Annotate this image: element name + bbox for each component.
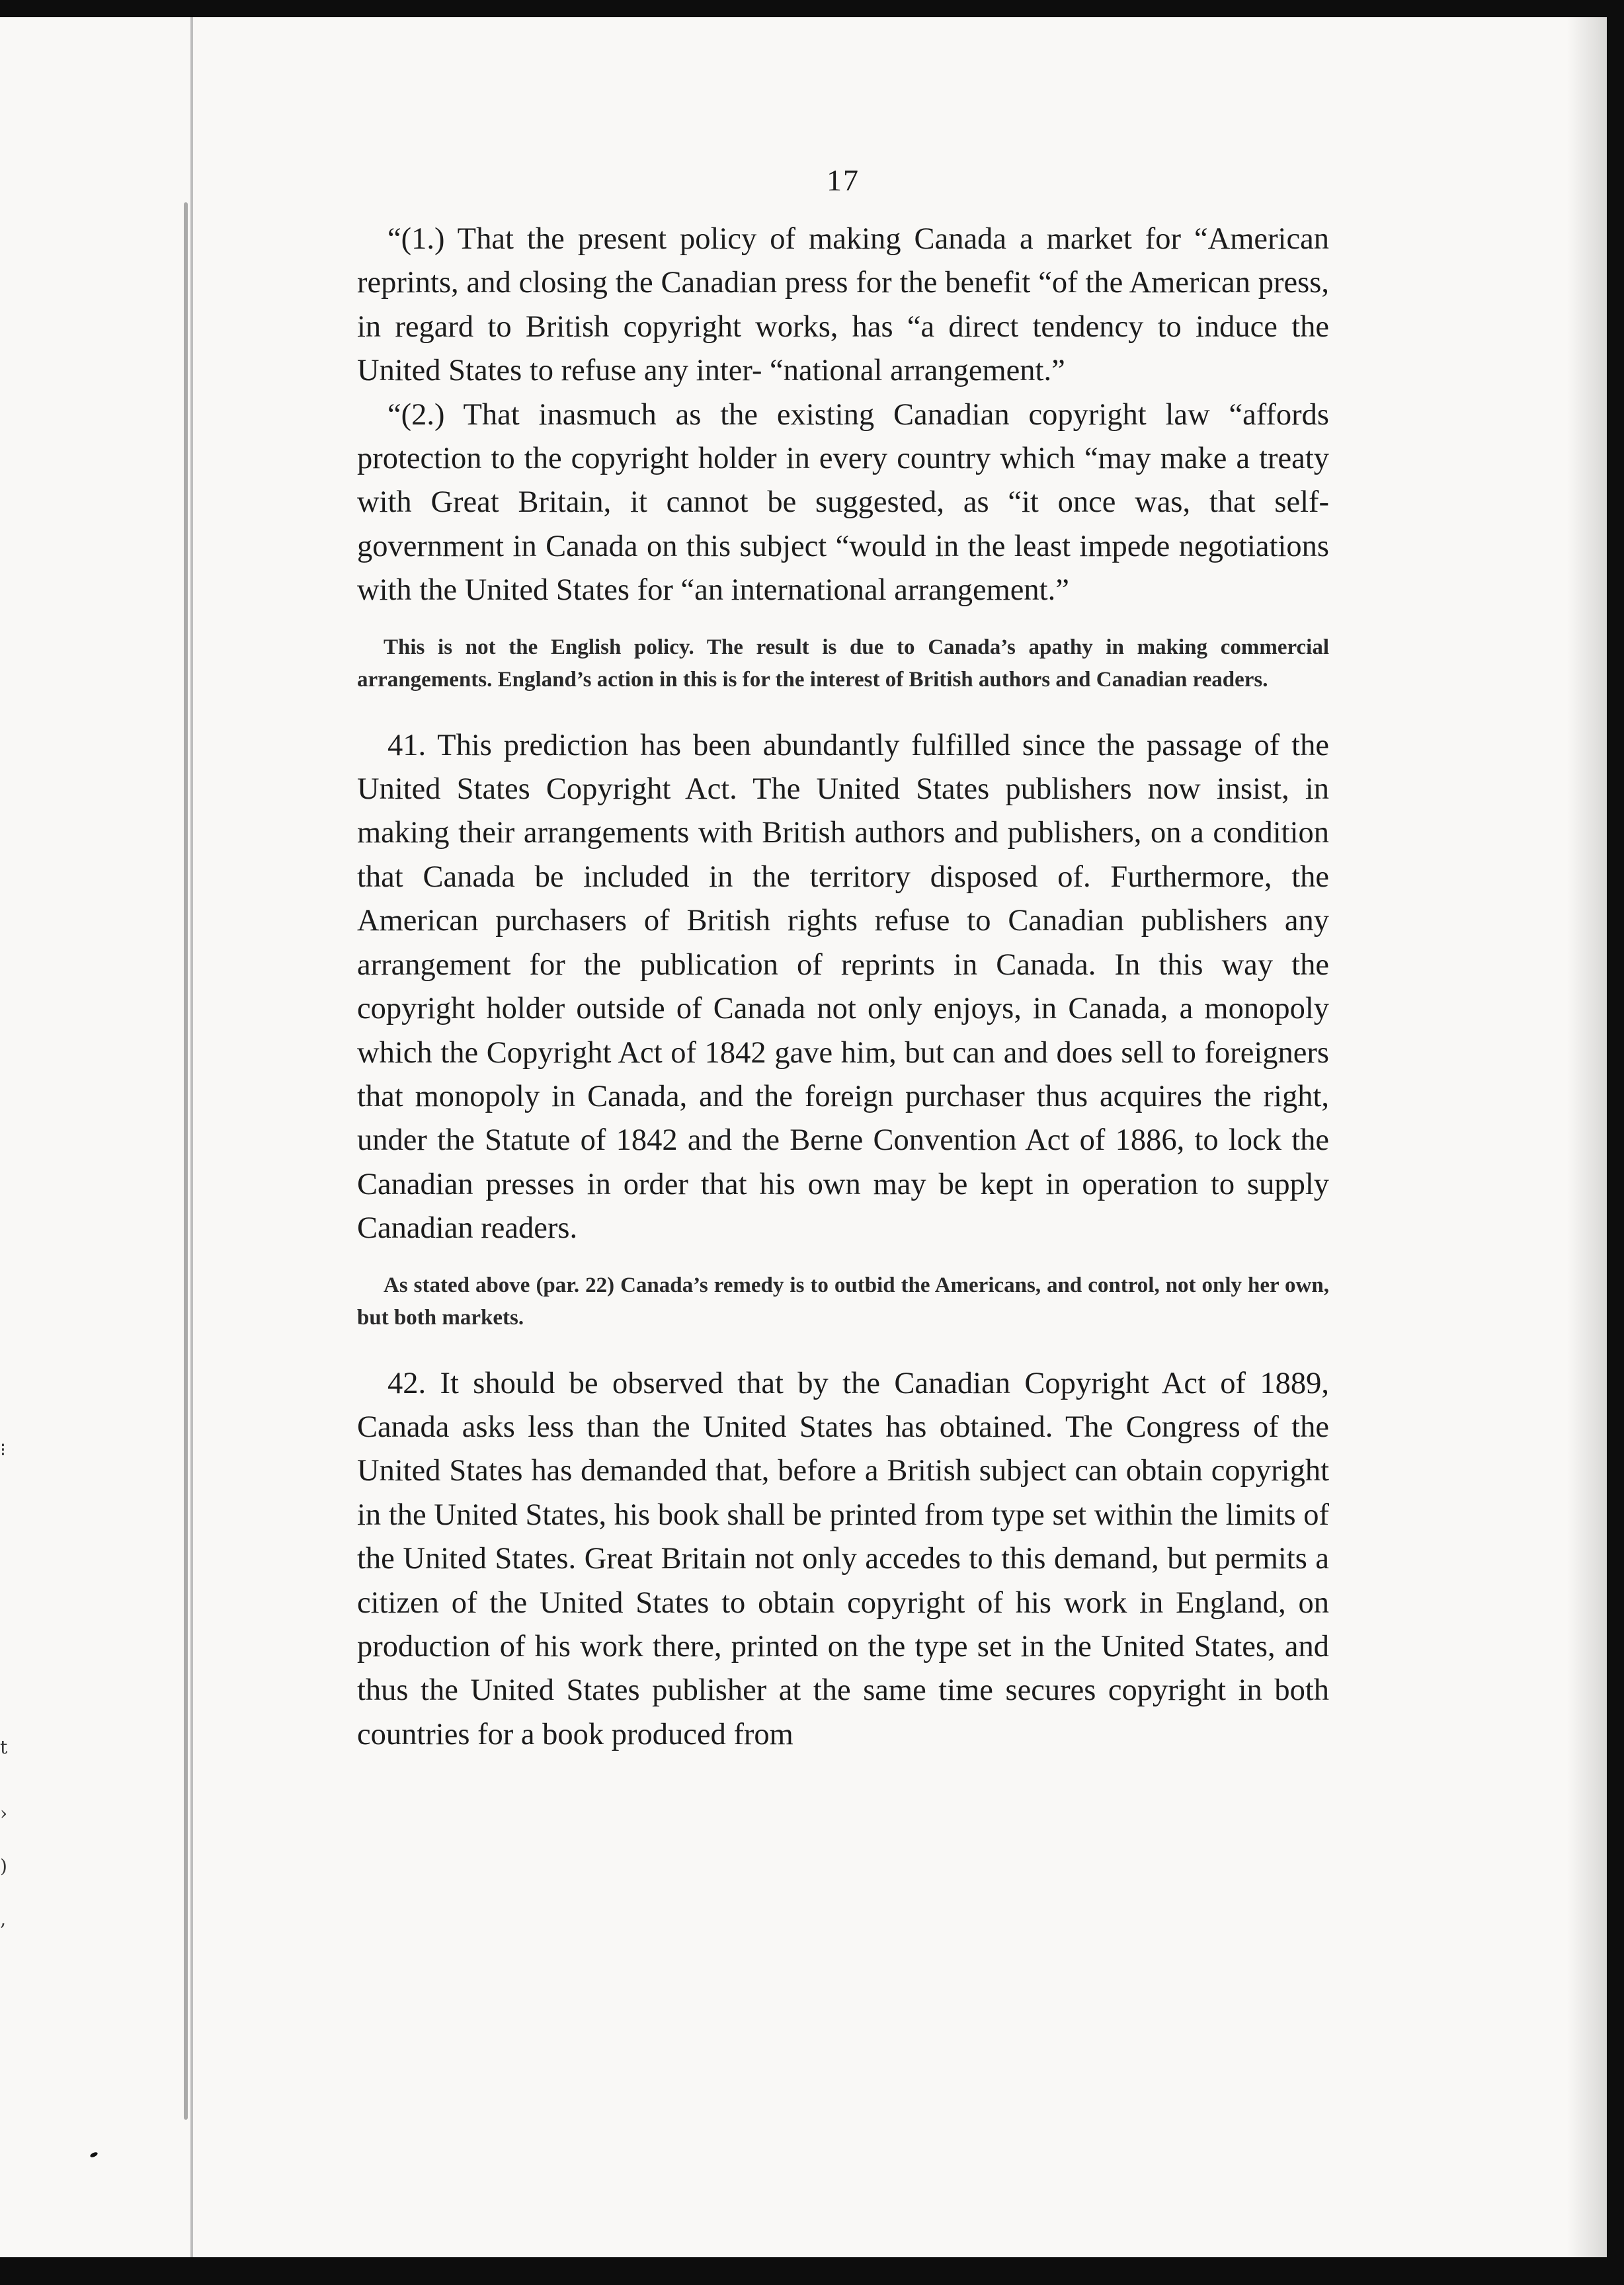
annotation-note: As stated above (par. 22) Canada’s remedy is to outbid the Americans, and control, not only her own, but both markets.	[357, 1273, 1329, 1330]
quoted-resolution-1: “(1.) That the present policy of making Canada a market for “American reprints, and closing the Canadian press for the benefit “of the American press, in regard to British copyright works, has “a direct tendency to induce the United States to refuse any inter- “national arrangement.”	[357, 222, 1329, 388]
margin-mark: t	[0, 1736, 8, 1758]
paper-sheet	[0, 17, 1607, 2257]
paragraph-42: 42. It should be observed that by the Canadian Copyright Act of 1889, Canada asks less than the United States has obtained. The Congress of the United States has demanded that, before a British subject can obtain copyright in the United States, his book shall be printed from type set within the limits of the United States. Great Britain not only accedes to this demand, but permits a citizen of the United States to obtain copyright of his work in England, on production of his work there, printed on the type set in the United States, and thus the United States publisher at the same time secures copyright in both countries for a book produced from	[357, 1366, 1329, 1751]
annotation-note: This is not the English policy. The result is due to Canada’s apathy in making commercial arrangements. England’s action in this is for the interest of British authors and Canadian readers.	[357, 635, 1329, 692]
margin-mark: )	[0, 1855, 7, 1877]
ink-speck	[89, 2151, 98, 2159]
page-number: 17	[827, 163, 860, 197]
margin-mark: ‚	[0, 1908, 6, 1930]
page-edge-shadow	[1567, 17, 1607, 2257]
quoted-resolution-2: “(2.) That inasmuch as the existing Canadian copyright law “affords protection to the copyright holder in every country which “may make a treaty with Great Britain, it cannot be suggested, as “it once was, that self-government in Canada on this subject “would in the least impede negotiations with the United States for “an international arrangement.”	[357, 397, 1329, 608]
binding-shadow	[184, 202, 188, 2120]
page-content	[357, 163, 1329, 1757]
paragraph-41: 41. This prediction has been abundantly fulfilled since the passage of the United States Copyright Act. The United States publishers now insist, in making their arrangements with British authors and publishers, on a condition that Canada be included in the territory disposed of. Furthermore, the American purchasers of British rights refuse to Canadian publishers any arrangement for the publication of reprints in Canada. In this way the copyright holder outside of Canada not only enjoys, in Canada, a monopoly which the Copyright Act of 1842 gave him, but can and does sell to foreigners that monopoly in Canada, and the foreign purchaser thus acquires the right, under the Statute of 1842 and the Berne Convention Act of 1886, to lock the Canadian presses in order that his own may be kept in operation to supply Canadian readers.	[357, 728, 1329, 1246]
margin-mark: ›	[0, 1802, 8, 1824]
gutter-line	[190, 17, 193, 2257]
margin-mark: ⁝	[0, 1439, 6, 1461]
